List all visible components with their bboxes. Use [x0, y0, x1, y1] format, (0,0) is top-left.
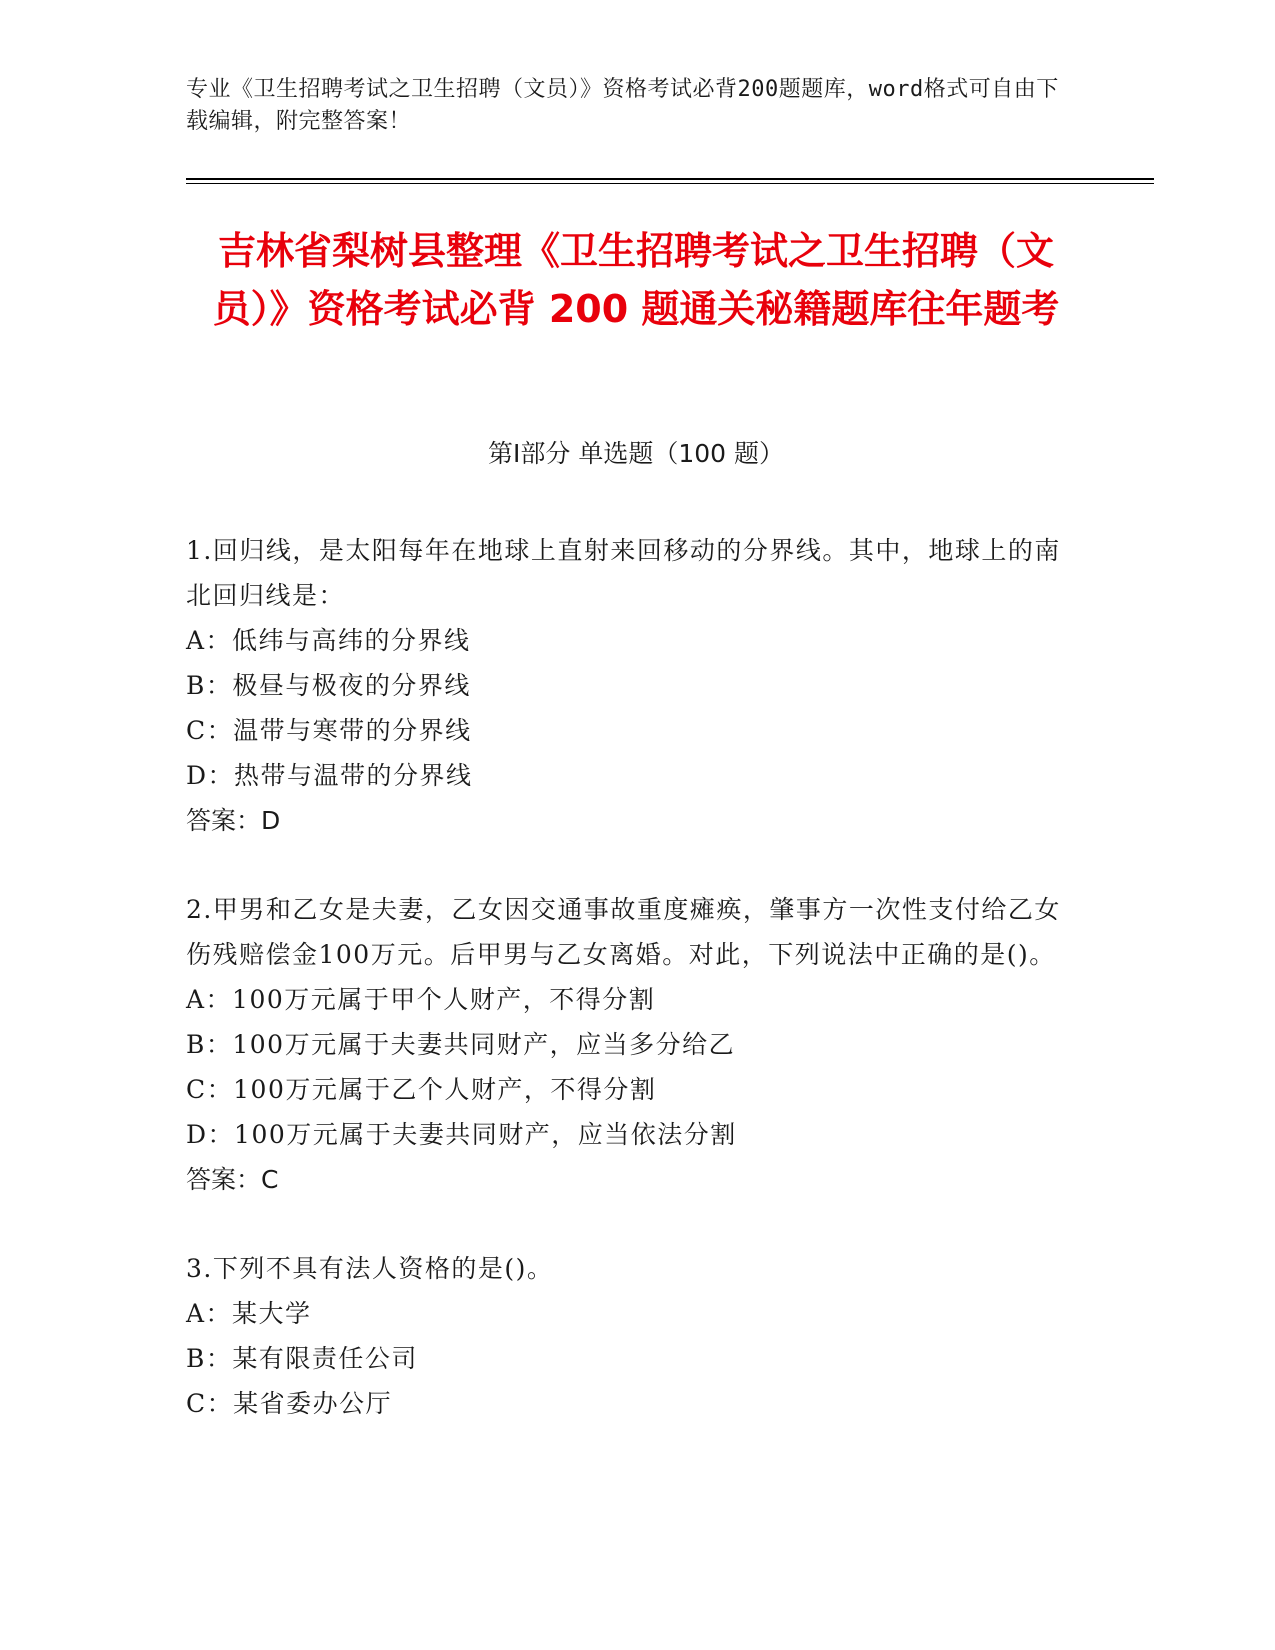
question-list — [186, 528, 1066, 1470]
option-a: A：100万元属于甲个人财产，不得分割 — [186, 985, 656, 1014]
option-a: A：低纬与高纬的分界线 — [186, 626, 471, 655]
option-a: A：某大学 — [186, 1299, 312, 1328]
document-title: 吉林省梨树县整理《卫生招聘考试之卫生招聘（文员）》资格考试必背 200 题通关秘籍题库往年题考 — [212, 229, 1060, 331]
section-title: 第Ⅰ部分 单选题（100 题） — [488, 439, 784, 468]
question-1 — [186, 528, 1066, 843]
option-c: C：100万元属于乙个人财产，不得分割 — [186, 1075, 657, 1104]
question-stem: 3.下列不具有法人资格的是()。 — [186, 1254, 554, 1283]
header-divider-thick — [186, 178, 1154, 180]
option-b: B：极昼与极夜的分界线 — [186, 671, 471, 700]
question-2 — [186, 887, 1066, 1202]
option-b: B：某有限责任公司 — [186, 1344, 418, 1373]
option-b: B：100万元属于夫妻共同财产，应当多分给乙 — [186, 1030, 736, 1059]
question-stem: 1.回归线，是太阳每年在地球上直射来回移动的分界线。其中，地球上的南北回归线是： — [186, 536, 1061, 610]
question-3 — [186, 1246, 1066, 1426]
header-note: 专业《卫生招聘考试之卫生招聘（文员）》资格考试必背200题题库，word格式可自由下载编辑，附完整答案！ — [186, 77, 1059, 134]
option-c: C：温带与寒带的分界线 — [186, 716, 472, 745]
option-d: D：热带与温带的分界线 — [186, 761, 473, 790]
header-divider-thin — [186, 183, 1154, 184]
question-stem: 2.甲男和乙女是夫妻，乙女因交通事故重度瘫痪，肇事方一次性支付给乙女伤残赔偿金100万元。后甲男与乙女离婚。对此，下列说法中正确的是()。 — [186, 895, 1061, 969]
answer: 答案：C — [186, 1165, 279, 1194]
answer: 答案：D — [186, 806, 281, 835]
option-d: D：100万元属于夫妻共同财产，应当依法分割 — [186, 1120, 737, 1149]
option-c: C：某省委办公厅 — [186, 1389, 393, 1418]
